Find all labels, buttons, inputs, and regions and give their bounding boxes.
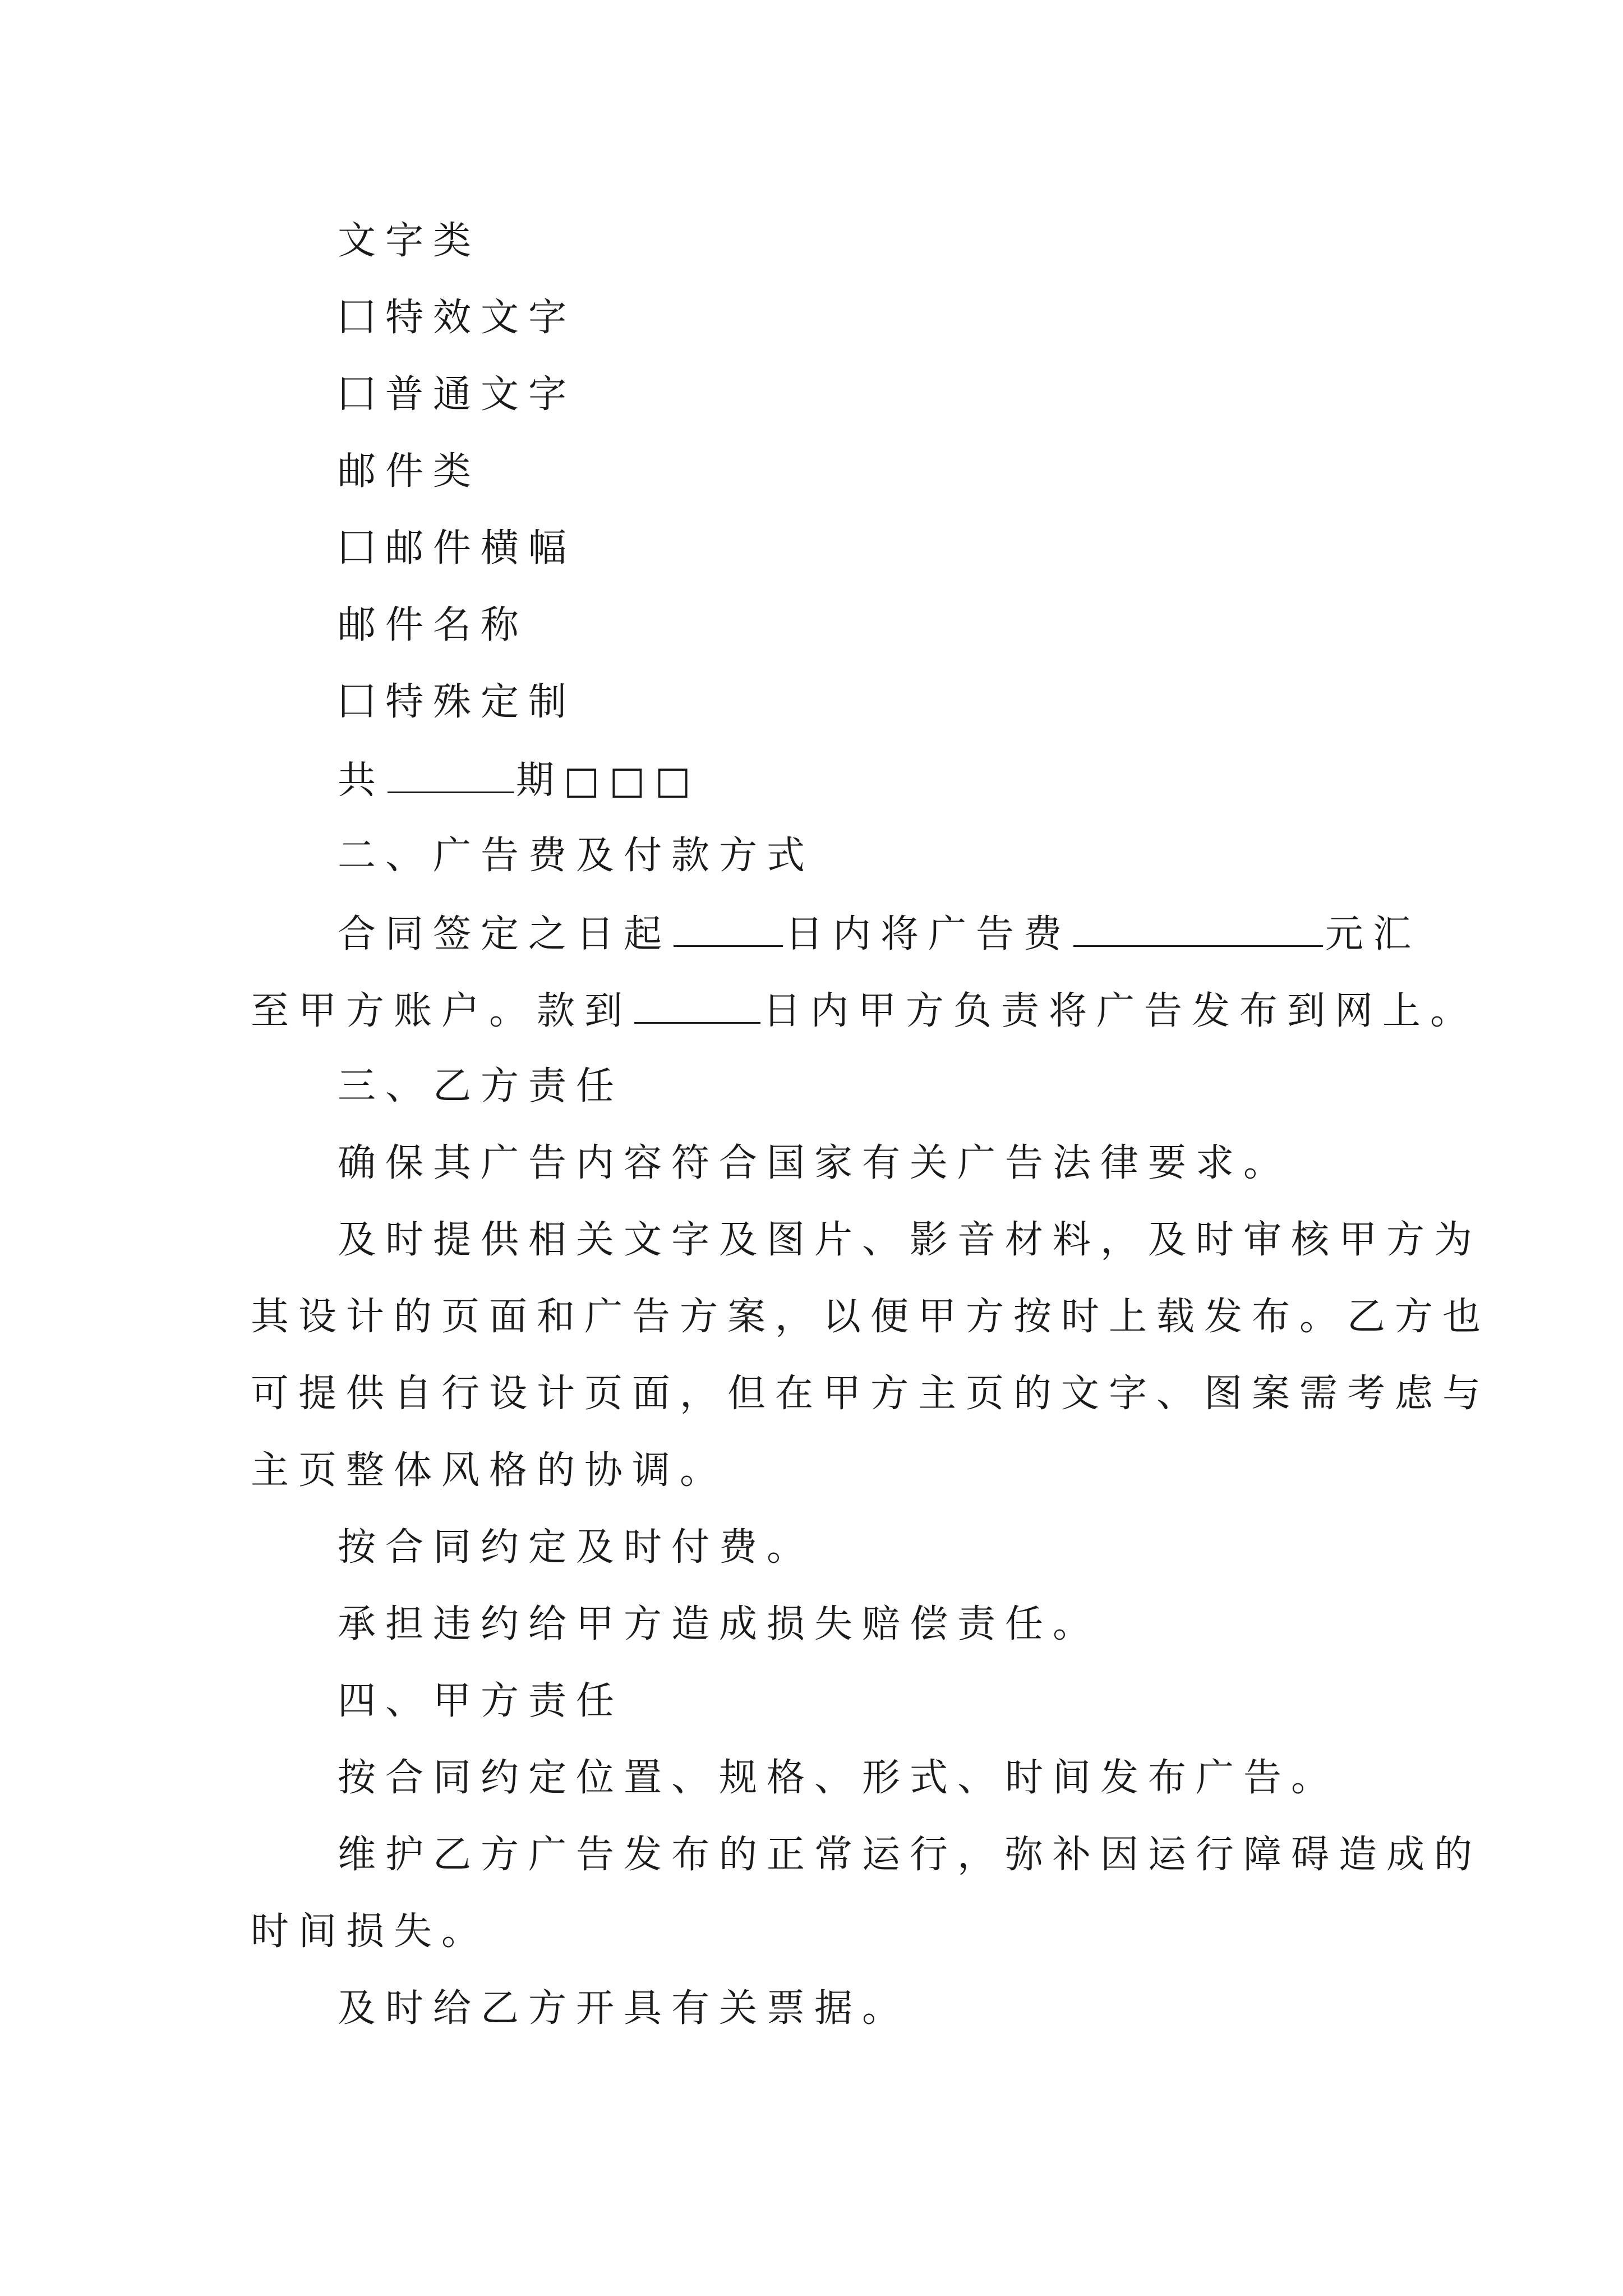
section2-text-b2: 日内甲方负责将广告发布到网上。 <box>763 989 1478 1033</box>
section3-heading: 三、乙方责任 <box>338 1064 624 1108</box>
section3-item2-line2: 其设计的页面和广告方案，以便甲方按时上载发布。乙方也 <box>251 1295 1491 1339</box>
section4-item3: 及时给乙方开具有关票据。 <box>338 1986 910 2031</box>
section2-paragraph-line2 <box>251 987 1478 1034</box>
section4-item1: 按合同约定位置、规格、形式、时间发布广告。 <box>338 1756 1339 1800</box>
section3-item3: 按合同约定及时付费。 <box>338 1525 815 1570</box>
period-blank-field <box>388 757 514 793</box>
category-mail-heading: 邮件类 <box>338 449 481 494</box>
period-suffix: 期□□□ <box>516 758 700 803</box>
section2-text-a2: 日内将广告费 <box>785 912 1072 956</box>
section3-item2-line3: 可提供自行设计页面，但在甲方主页的文字、图案需考虑与 <box>251 1372 1491 1416</box>
section3-item4: 承担违约给甲方造成损失赔偿责任。 <box>338 1602 1101 1646</box>
section3-item1: 确保其广告内容符合国家有关广告法律要求。 <box>338 1141 1292 1185</box>
checkbox-option-mail-banner: 囗邮件横幅 <box>338 526 577 570</box>
days-blank-field <box>674 910 783 947</box>
section3-item2-line4: 主页整体风格的协调。 <box>251 1448 728 1493</box>
section2-text-b1: 至甲方账户。款到 <box>251 989 633 1033</box>
section2-text-a3: 元汇 <box>1325 912 1421 956</box>
section2-paragraph-line1 <box>338 910 1421 957</box>
checkbox-option-special-text: 囗特效文字 <box>338 296 577 340</box>
section4-item2-line1: 维护乙方广告发布的正常运行，弥补因运行障碍造成的 <box>338 1833 1482 1877</box>
category-text-heading: 文字类 <box>338 219 481 263</box>
fee-blank-field <box>1073 910 1323 947</box>
section4-heading: 四、甲方责任 <box>338 1679 624 1723</box>
section4-item2-line2: 时间损失。 <box>251 1910 490 1954</box>
mail-name-label: 邮件名称 <box>338 603 529 647</box>
checkbox-option-plain-text: 囗普通文字 <box>338 372 577 417</box>
section3-item2-line1: 及时提供相关文字及图片、影音材料，及时审核甲方为 <box>338 1218 1482 1262</box>
period-line <box>338 757 700 803</box>
section2-text-a1: 合同签定之日起 <box>338 912 672 956</box>
section2-heading: 二、广告费及付款方式 <box>338 834 815 878</box>
publish-days-blank-field <box>634 987 760 1024</box>
checkbox-option-custom: 囗特殊定制 <box>338 680 577 724</box>
period-prefix: 共 <box>338 758 386 803</box>
